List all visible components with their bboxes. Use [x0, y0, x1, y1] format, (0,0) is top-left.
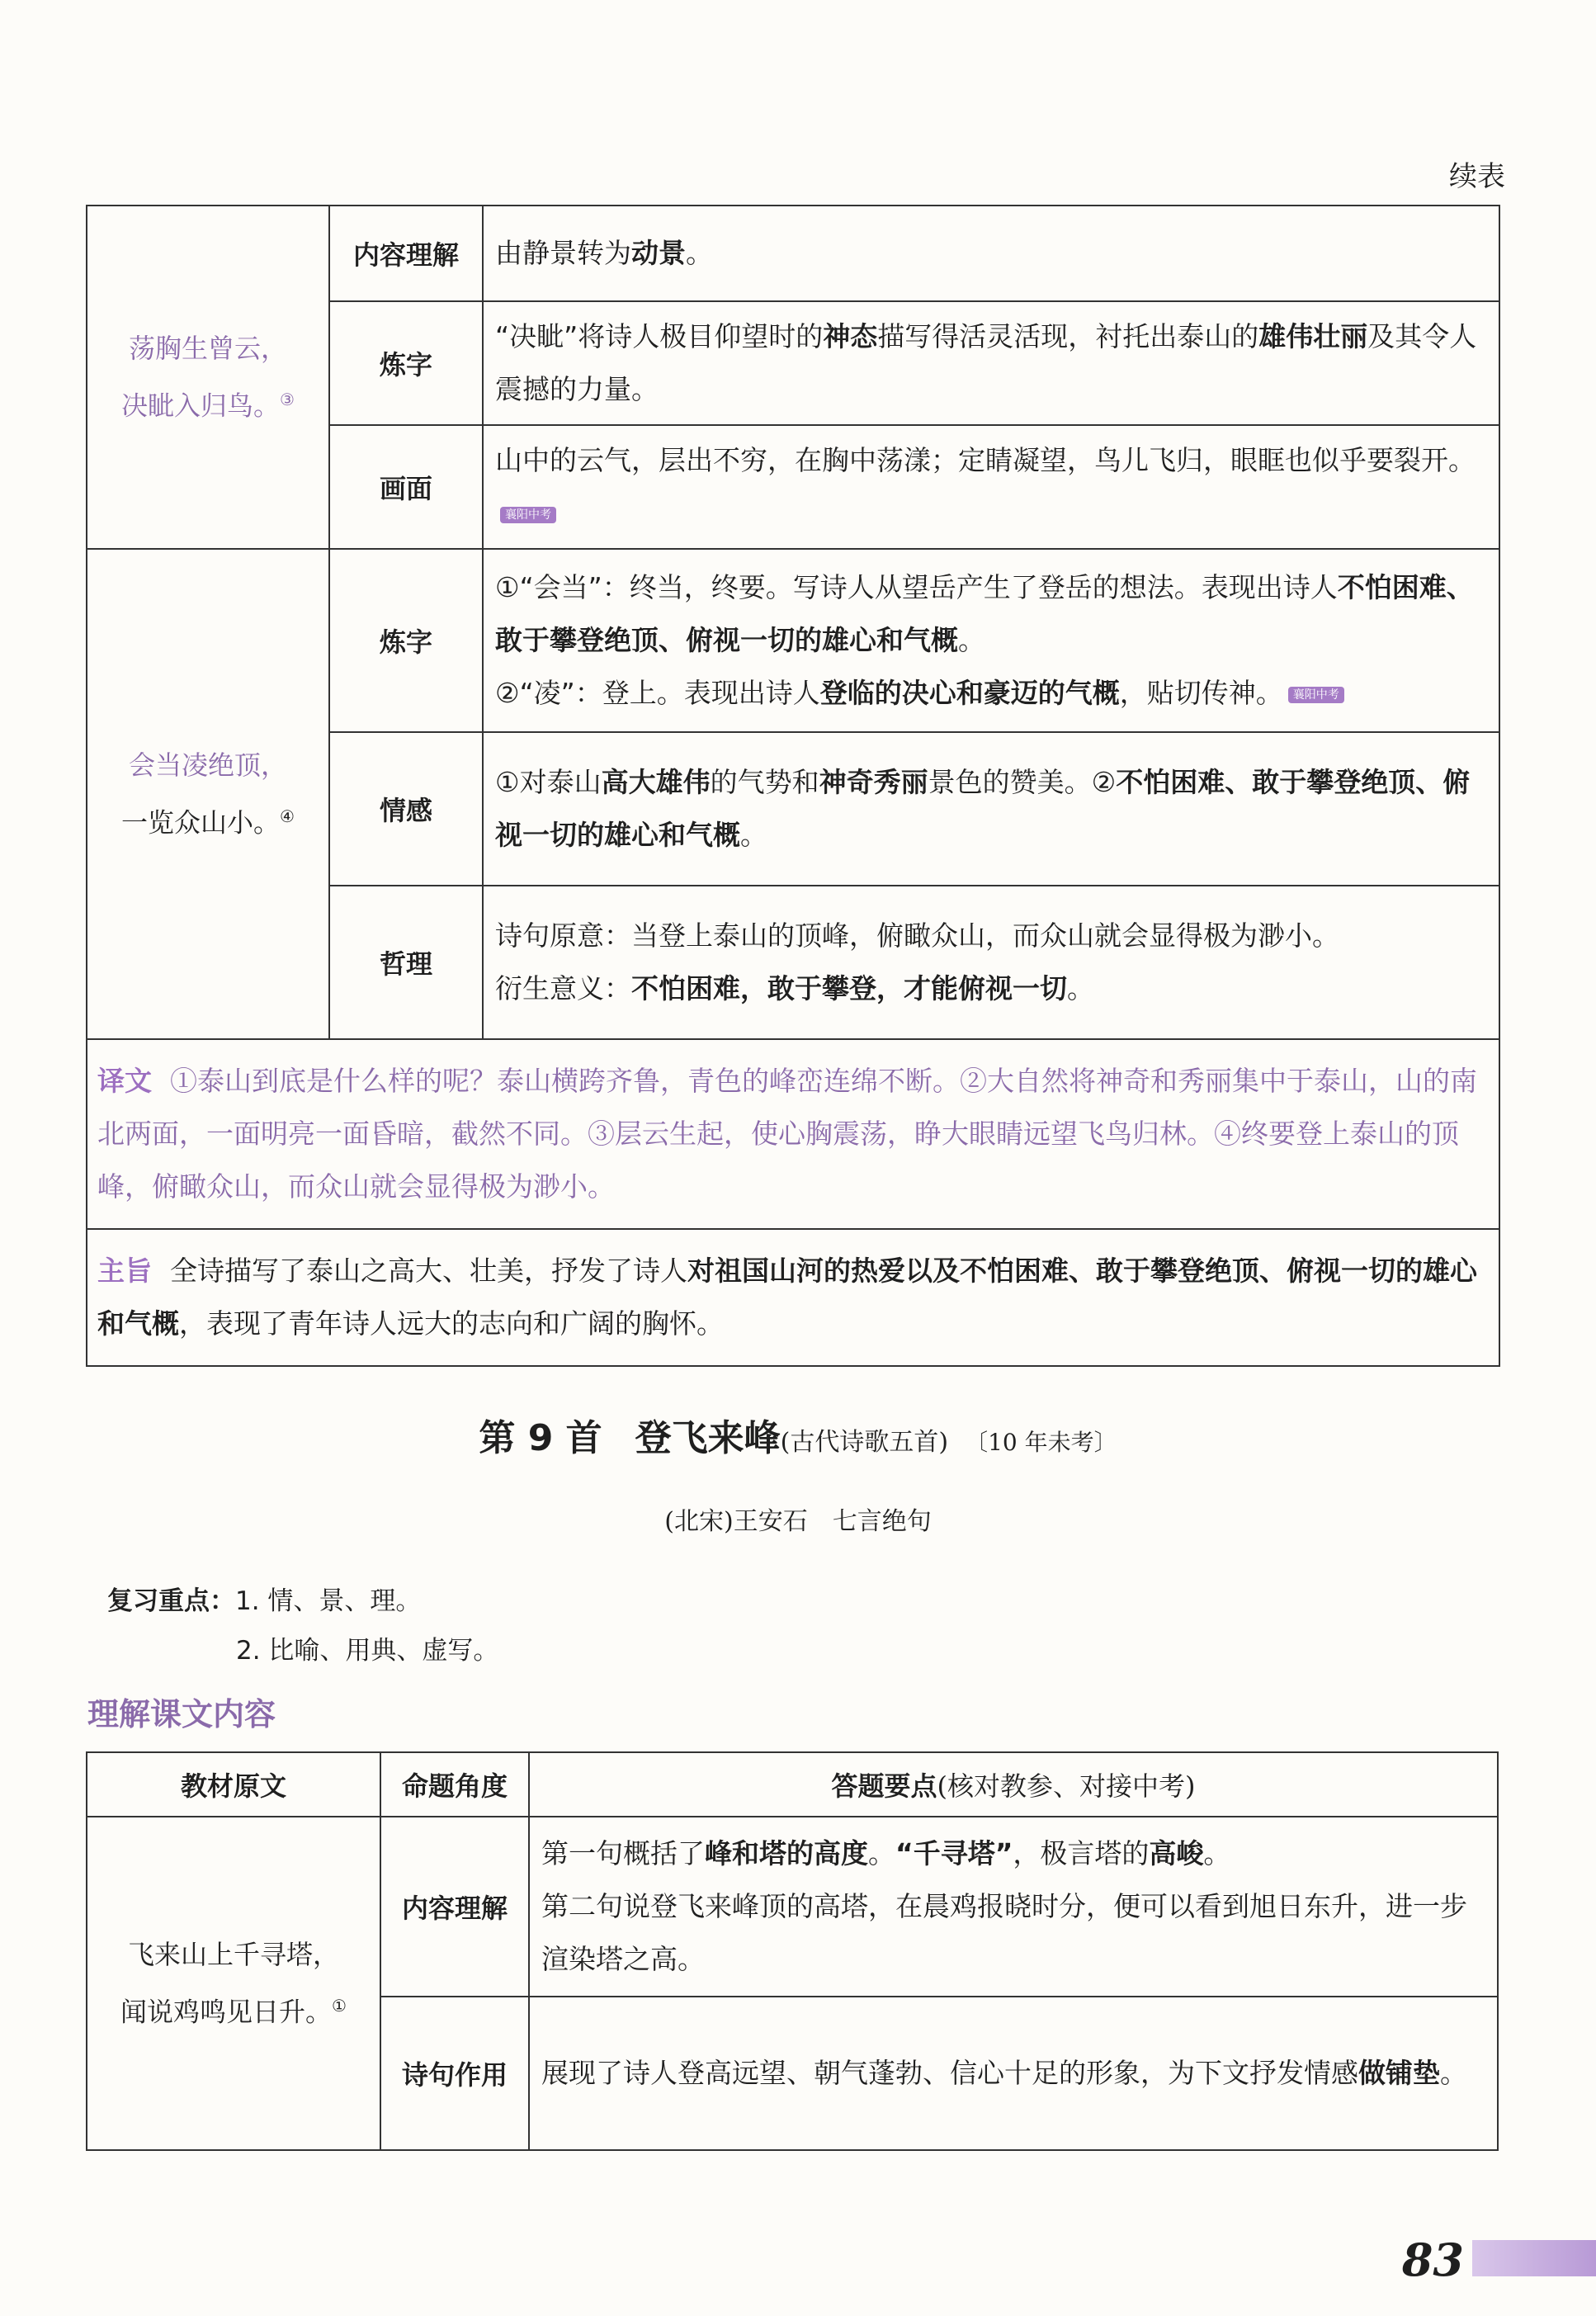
verse-line: 荡胸生曾云， — [128, 333, 287, 365]
exam-tag: 襄阳中考 — [1288, 687, 1344, 703]
footnote-mark: ④ — [280, 806, 295, 827]
verse-line: 会当凌绝顶， — [128, 749, 287, 782]
footnote-mark: ① — [332, 1996, 347, 2016]
angle-cell: 诗句作用 — [380, 1997, 529, 2150]
review-item: 2. 比喻、用典、虚写。 — [236, 1636, 499, 1666]
answer-cell: 山中的云气，层出不穷，在胸中荡漾；定睛凝望，鸟儿飞归，眼眶也似乎要裂开。襄阳中考 — [483, 425, 1499, 549]
translation-text: ①泰山到底是什么样的呢？泰山横跨齐鲁，青色的峰峦连绵不断。②大自然将神奇和秀丽集中于泰山，山的南北两面，一面明亮一面昏暗，截然不同。③层云生起，使心胸震荡，睁大眼睛远望飞鸟归林。④终要登上泰山的顶峰，俯瞰众山，而众山就会显得极为渺小。 — [97, 1065, 1477, 1203]
footnote-mark: ③ — [280, 390, 295, 410]
review-points — [107, 1576, 498, 1676]
verse-line: 飞来山上千寻塔， — [127, 1939, 339, 1971]
translation-cell — [87, 1039, 1499, 1229]
answer-cell: ①“会当”：终当，终要。写诗人从望岳产生了登岳的想法。表现出诗人不怕困难、敢于攀登绝顶、俯视一切的雄心和气概。 ②“凌”：登上。表现出诗人登临的决心和豪迈的气概，贴切传神。 襄阳中考 — [483, 549, 1499, 732]
angle-cell: 哲理 — [329, 886, 483, 1039]
answer-cell: 第一句概括了峰和塔的高度。“千寻塔”，极言塔的高峻。 第二句说登飞来峰顶的高塔，在晨鸡报晓时分，便可以看到旭日东升，进一步渲染塔之高。 — [529, 1817, 1498, 1997]
verse-cell — [87, 206, 329, 549]
angle-cell: 炼字 — [329, 301, 483, 425]
angle-cell: 画面 — [329, 425, 483, 549]
poem-name: 登飞来峰 — [635, 1417, 781, 1459]
header-angle: 命题角度 — [380, 1752, 529, 1817]
angle-cell: 内容理解 — [380, 1817, 529, 1997]
poem-category: (古代诗歌五首) — [780, 1428, 949, 1457]
theme-cell: 主旨 全诗描写了泰山之高大、壮美，抒发了诗人对祖国山河的热爱以及不怕困难、敢于攀登绝顶、俯视一切的雄心和气概，表现了青年诗人远大的志向和广阔的胸怀。 — [87, 1229, 1499, 1366]
answer-cell: “决眦”将诗人极目仰望时的神态描写得活灵活现，衬托出泰山的雄伟壮丽及其令人震撼的力量。 — [483, 301, 1499, 425]
review-item: 1. 情、景、理。 — [235, 1586, 422, 1616]
exam-tag: 襄阳中考 — [500, 507, 556, 523]
angle-cell: 情感 — [329, 732, 483, 886]
header-answer: 答题要点(核对教参、对接中考) — [529, 1752, 1498, 1817]
understand-heading: 理解课文内容 — [87, 1696, 276, 1732]
translation-label: 译文 — [97, 1065, 152, 1097]
angle-cell: 炼字 — [329, 549, 483, 732]
poem2-analysis-table — [86, 1751, 1499, 2151]
poem-number: 第 9 首 — [479, 1417, 602, 1459]
verse-line: 闻说鸡鸣见日升。 — [120, 1996, 333, 2028]
verse-cell — [87, 549, 329, 1039]
verse-cell — [87, 1817, 380, 2150]
verse-line: 决眦入归鸟。 — [121, 390, 281, 422]
answer-cell: 展现了诗人登高远望、朝气蓬勃、信心十足的形象，为下文抒发情感做铺垫。 — [529, 1997, 1498, 2150]
poem-analysis-table — [86, 205, 1500, 1367]
header-source: 教材原文 — [87, 1752, 380, 1817]
page-number: 83 — [1401, 2233, 1464, 2286]
angle-cell: 内容理解 — [329, 206, 483, 301]
exam-frequency: 〔10 年未考〕 — [965, 1429, 1117, 1456]
page-decoration — [1472, 2240, 1596, 2276]
continuation-label: 续表 — [1449, 160, 1505, 193]
poem-author: (北宋)王安石 七言绝句 — [664, 1507, 932, 1536]
answer-cell: 由静景转为动景。 — [483, 206, 1499, 301]
poem-title — [0, 1408, 1596, 1461]
theme-label: 主旨 — [97, 1255, 152, 1287]
answer-cell: ①对泰山高大雄伟的气势和神奇秀丽景色的赞美。②不怕困难、敢于攀登绝顶、俯视一切的雄心和气概。 — [483, 732, 1499, 886]
verse-line: 一览众山小。 — [121, 806, 281, 839]
answer-cell: 诗句原意：当登上泰山的顶峰，俯瞰众山，而众山就会显得极为渺小。 衍生意义：不怕困难，敢于攀登，才能俯视一切。 — [483, 886, 1499, 1039]
review-label: 复习重点： — [107, 1586, 235, 1616]
